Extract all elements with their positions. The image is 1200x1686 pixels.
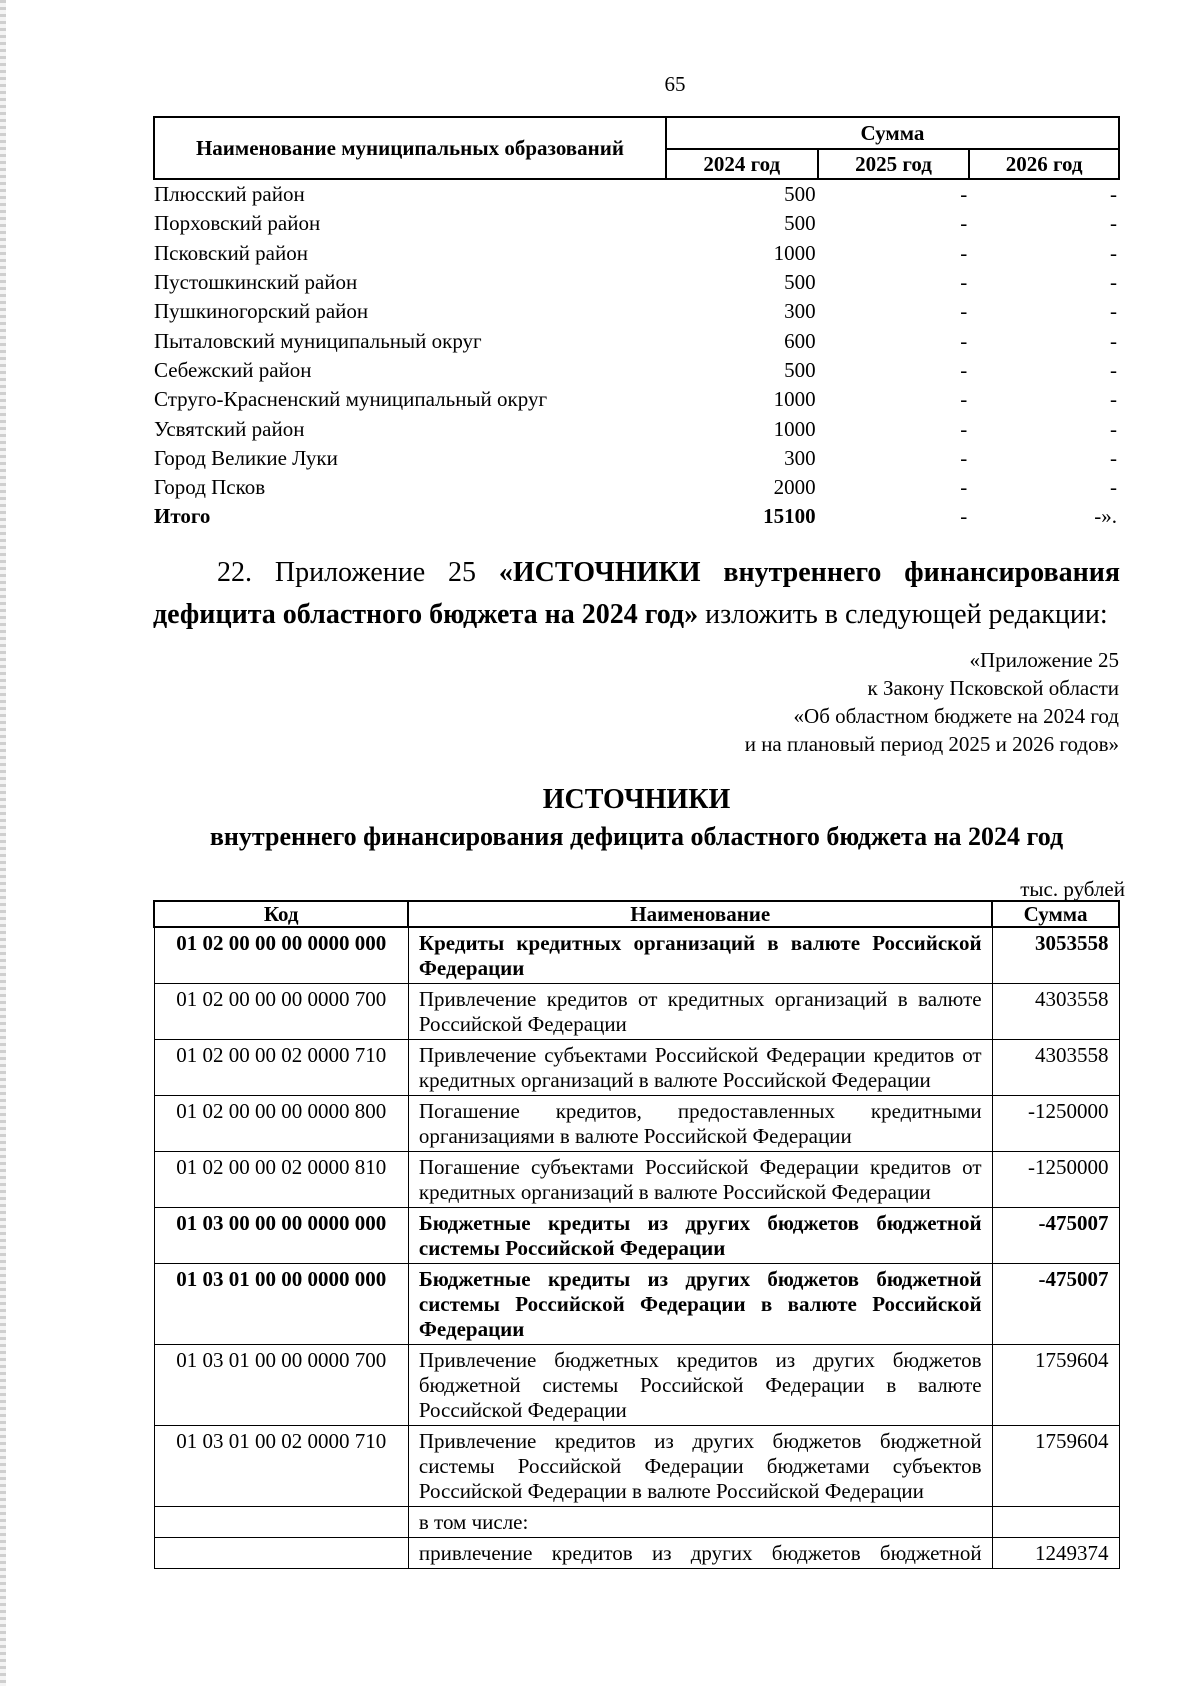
row-sum [992,1507,1119,1538]
table-row [154,1040,1119,1096]
header-sum: Сумма [666,117,1119,149]
units-label: тыс. рублей [1020,877,1125,901]
scan-edge [0,0,6,1686]
sum-2026: - [1110,270,1117,295]
sum-2025: - [960,445,968,470]
paragraph-bold-title: «ИСТОЧНИКИ внутреннего финансирования дефицита областного бюджета на 2024 год» [153,557,1121,630]
header-name: Наименование [408,901,992,927]
table-row [154,1507,1119,1538]
row-code: 01 02 00 00 00 0000 000 [154,927,408,984]
sum-2024: 500 [784,270,816,295]
table-row [154,414,1119,443]
table-row [154,356,1119,385]
sum-2025: - [960,270,968,295]
total-row [154,502,1119,531]
table-row [154,179,1119,209]
table-row [154,1345,1119,1426]
row-sum: 1759604 [992,1426,1119,1507]
municipality-name: Пустошкинский район [154,270,358,295]
row-code: 01 02 00 00 02 0000 710 [154,1040,408,1096]
row-name: в том числе: [408,1507,992,1538]
document-subtitle: внутреннего финансирования дефицита областного бюджета на 2024 год [209,822,1064,851]
municipality-name: Порховский район [154,211,321,236]
row-name: Привлечение кредитов из других бюджетов бюджетной системы Российской Федерации бюджетами субъектов Российской Федерации в валюте Российской Федерации [408,1426,992,1507]
municipality-name: Струго-Красненский муниципальный округ [154,387,548,412]
row-code [154,1538,408,1569]
amendment-paragraph [153,552,1120,636]
table-row [154,239,1119,268]
row-code: 01 03 01 00 00 0000 000 [154,1264,408,1345]
header-year-2026: 2026 год [969,149,1119,179]
row-code: 01 03 01 00 00 0000 700 [154,1345,408,1426]
row-code: 01 02 00 00 00 0000 800 [154,1096,408,1152]
row-code: 01 02 00 00 02 0000 810 [154,1152,408,1208]
municipality-name: Псковский район [154,240,308,265]
sum-2026: - [1110,182,1117,207]
total-2026: -». [1094,504,1117,529]
sum-2025: - [960,387,968,412]
sum-2025: - [960,475,968,500]
sum-2026: - [1110,445,1117,470]
total-label: Итого [154,504,211,529]
sum-2025: - [960,240,968,265]
table-row [154,473,1119,502]
paragraph-number: 22. Приложение 25 [217,557,499,588]
row-name: Привлечение субъектами Российской Федерации кредитов от кредитных организаций в валюте Российской Федерации [408,1040,992,1096]
sum-2024: 500 [784,211,816,236]
sum-2024: 300 [784,445,816,470]
table-row [154,984,1119,1040]
row-sum: -475007 [992,1208,1119,1264]
appendix-line: и на плановый период 2025 и 2026 годов» [744,732,1119,756]
table-row [154,326,1119,355]
header-year-2025: 2025 год [818,149,970,179]
row-sum: 1249374 [992,1538,1119,1569]
table-header-row [154,901,1119,927]
table-row [154,385,1119,414]
appendix-line: к Закону Псковской области [867,676,1119,700]
sum-2025: - [960,211,968,236]
sum-2025: - [960,357,968,382]
financing-sources-table [153,900,1120,1569]
header-year-2024: 2024 год [666,149,818,179]
row-name: Погашение кредитов, предоставленных кредитными организациями в валюте Российской Федерации [408,1096,992,1152]
row-sum: -475007 [992,1264,1119,1345]
municipality-name: Плюсский район [154,182,305,207]
municipality-name: Пушкиногорский район [154,299,369,324]
row-code [154,1507,408,1538]
appendix-line: «Приложение 25 [969,648,1119,672]
sum-2024: 500 [784,182,816,207]
sum-2026: - [1110,357,1117,382]
header-sum: Сумма [992,901,1119,927]
sum-2026: - [1110,211,1117,236]
table-row [154,444,1119,473]
municipality-name: Пыталовский муниципальный округ [154,328,482,353]
total-2025: - [960,504,968,529]
document-title: ИСТОЧНИКИ [542,784,731,815]
municipality-name: Город Псков [154,475,266,500]
sum-2024: 1000 [773,416,816,441]
total-2024: 15100 [763,504,816,529]
municipal-sums-table [153,116,1120,532]
table-row [154,1096,1119,1152]
row-code: 01 03 00 00 00 0000 000 [154,1208,408,1264]
sum-2026: - [1110,416,1117,441]
row-sum: 4303558 [992,1040,1119,1096]
row-name: Кредиты кредитных организаций в валюте Российской Федерации [408,927,992,984]
municipality-name: Себежский район [154,357,312,382]
municipality-name: Город Великие Луки [154,445,338,470]
row-code: 01 02 00 00 00 0000 700 [154,984,408,1040]
table-row [154,1264,1119,1345]
row-sum: 4303558 [992,984,1119,1040]
sum-2024: 2000 [773,475,816,500]
table-row [154,1538,1119,1569]
table-row [154,268,1119,297]
sum-2026: - [1110,299,1117,324]
sum-2025: - [960,299,968,324]
table-row [154,209,1119,238]
appendix-reference [745,646,1119,758]
table-row [154,297,1119,326]
row-name: Погашение субъектами Российской Федерации кредитов от кредитных организаций в валюте Российской Федерации [408,1152,992,1208]
row-sum: 3053558 [992,927,1119,984]
header-code: Код [154,901,408,927]
sum-2025: - [960,328,968,353]
sum-2026: - [1110,240,1117,265]
table-row [154,1208,1119,1264]
row-name: Привлечение бюджетных кредитов из других бюджетов бюджетной системы Российской Федерации в валюте Российской Федерации [408,1345,992,1426]
sum-2024: 300 [784,299,816,324]
sum-2024: 500 [784,357,816,382]
row-name: Бюджетные кредиты из других бюджетов бюджетной системы Российской Федерации [408,1208,992,1264]
row-name: Привлечение кредитов от кредитных организаций в валюте Российской Федерации [408,984,992,1040]
sum-2026: - [1110,387,1117,412]
row-sum: -1250000 [992,1096,1119,1152]
row-name: привлечение кредитов из других бюджетов бюджетной [408,1538,992,1569]
sum-2025: - [960,182,968,207]
sum-2024: 600 [784,328,816,353]
table-row [154,1426,1119,1507]
sum-2025: - [960,416,968,441]
page-number: 65 [664,72,686,96]
municipality-name: Усвятский район [154,416,305,441]
header-municipality: Наименование муниципальных образований [154,117,666,179]
row-sum: -1250000 [992,1152,1119,1208]
appendix-line: «Об областном бюджете на 2024 год [793,704,1119,728]
table-row [154,1152,1119,1208]
sum-2026: - [1110,328,1117,353]
sum-2026: - [1110,475,1117,500]
table-row [154,927,1119,984]
row-sum: 1759604 [992,1345,1119,1426]
sum-2024: 1000 [773,240,816,265]
paragraph-rest: изложить в следующей редакции: [698,599,1108,630]
sum-2024: 1000 [773,387,816,412]
row-name: Бюджетные кредиты из других бюджетов бюджетной системы Российской Федерации в валюте Российской Федерации [408,1264,992,1345]
row-code: 01 03 01 00 02 0000 710 [154,1426,408,1507]
